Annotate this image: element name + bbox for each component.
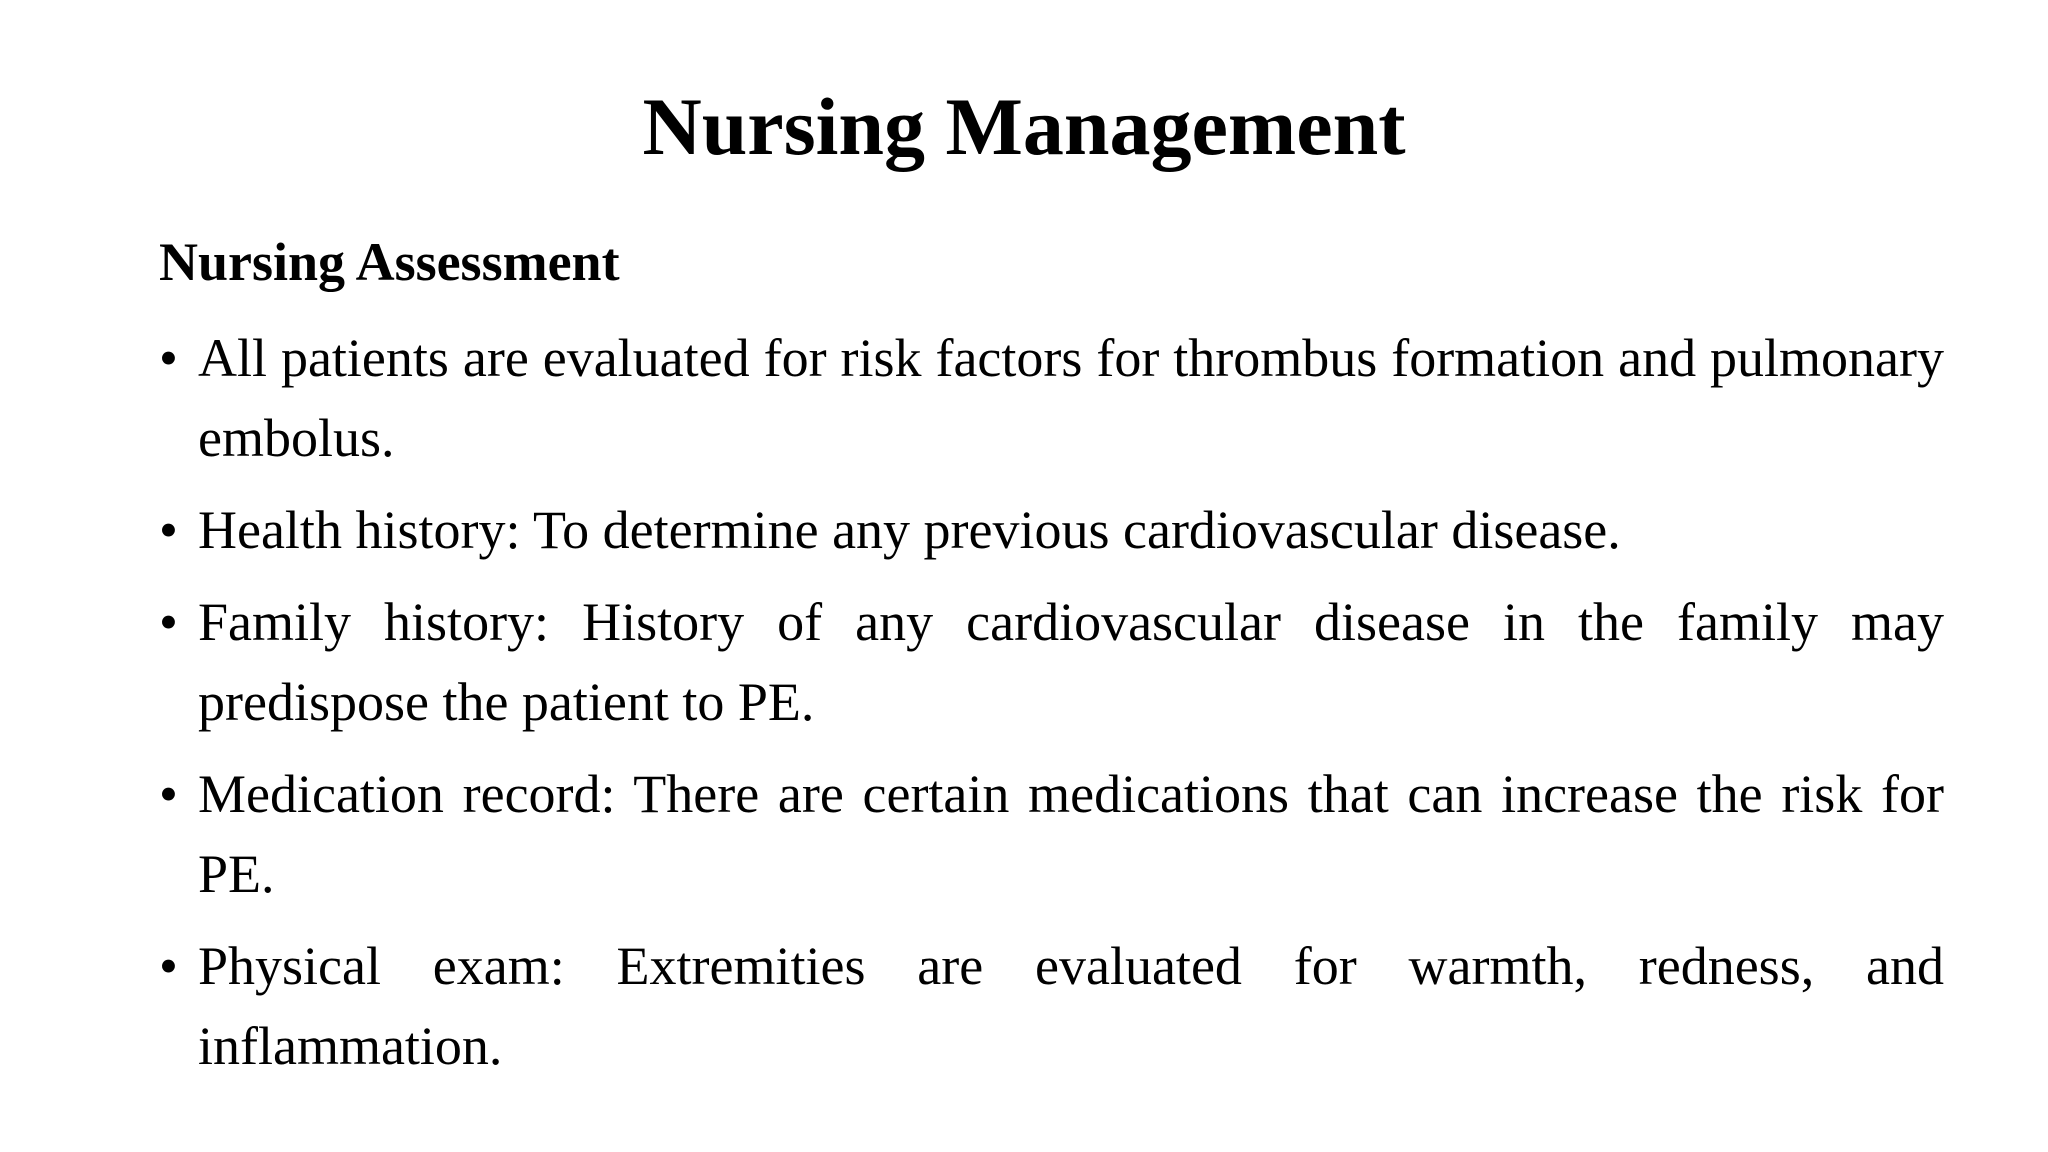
bullet-text: All patients are evaluated for risk factors for thrombus formation and pulmonary embolus. [198,328,1944,468]
bullet-item [159,582,1944,742]
slide-title: Nursing Management [642,81,1406,172]
bullet-item [159,490,1944,570]
bullet-text: Family history: History of any cardiovascular disease in the family may predispose the patient to PE. [198,592,1944,732]
bullet-icon: • [159,328,178,388]
bullet-icon: • [159,592,178,652]
bullet-text: Physical exam: Extremities are evaluated for warmth, redness, and inflammation. [198,936,1944,1076]
bullet-list [159,318,1944,1098]
bullet-icon: • [159,936,178,996]
section-heading: Nursing Assessment [159,232,620,292]
bullet-item [159,926,1944,1086]
bullet-text: Health history: To determine any previous cardiovascular disease. [198,500,1621,560]
bullet-item [159,754,1944,914]
bullet-text: Medication record: There are certain medications that can increase the risk for PE. [198,764,1944,904]
bullet-item [159,318,1944,478]
bullet-icon: • [159,500,178,560]
bullet-icon: • [159,764,178,824]
